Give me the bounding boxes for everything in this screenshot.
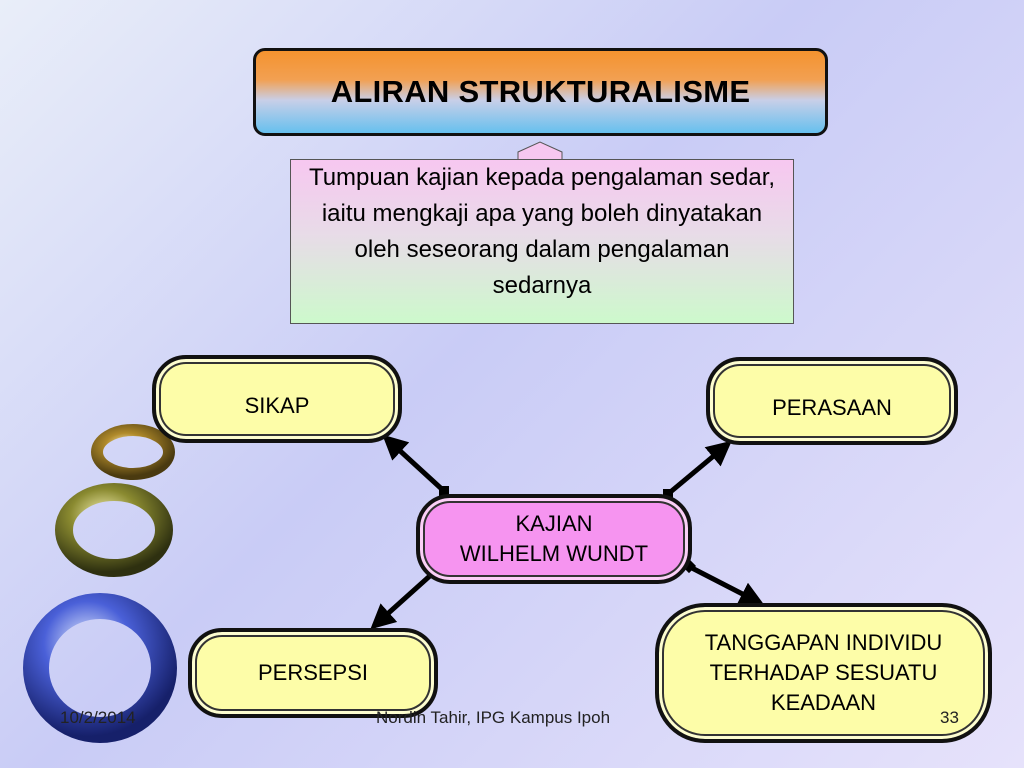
- page-title: ALIRAN STRUKTURALISME: [330, 74, 751, 109]
- arrow-to-sikap: [386, 438, 445, 492]
- arrow-to-tanggapan: [690, 567, 760, 603]
- node-persepsi: [188, 628, 438, 718]
- footer-date: 10/2/2014: [60, 708, 136, 727]
- up-arrow-icon: [518, 142, 562, 159]
- footer-author: Nordin Tahir, IPG Kampus Ipoh: [376, 708, 611, 727]
- arrow-to-persepsi: [374, 574, 432, 626]
- description-text: Tumpuan kajian kepada pengalaman sedar, iaitu mengkaji apa yang boleh dinyatakan oleh seseorang dalam pengalaman sedarnya: [308, 163, 776, 299]
- node-sikap: [152, 355, 402, 443]
- node-perasaan: [706, 357, 958, 445]
- node-persepsi-label: PERSEPSI: [257, 660, 369, 685]
- title-box: [253, 48, 828, 136]
- footer-page-number: 33: [940, 708, 959, 727]
- node-tanggapan-label: TANGGAPAN INDIVIDU TERHADAP SESUATU KEADAAN: [704, 630, 943, 715]
- node-sikap-label: SIKAP: [244, 393, 310, 418]
- node-center: [416, 494, 692, 584]
- arrow-to-perasaan: [668, 444, 728, 494]
- node-center-label: KAJIAN WILHELM WUNDT: [459, 511, 649, 566]
- description-box: [290, 159, 794, 324]
- node-perasaan-label: PERASAAN: [772, 395, 892, 420]
